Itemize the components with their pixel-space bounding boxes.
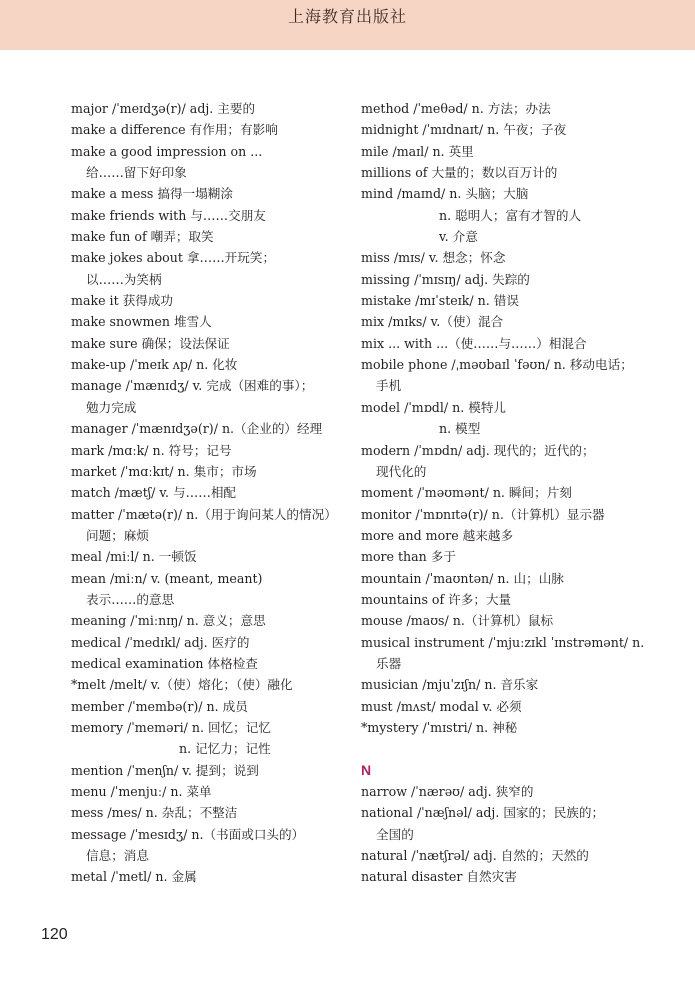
glossary-entry: missing /ˈmɪsɪŋ/ adj. 失踪的: [361, 271, 530, 287]
glossary-entry: method /ˈmeθəd/ n. 方法；办法: [361, 101, 551, 116]
glossary-entry: n. 模型: [439, 421, 481, 437]
glossary-entry: make-up /ˈmeɪk ʌp/ n. 化妆: [71, 357, 238, 373]
publisher-title: 上海教育出版社: [287, 7, 407, 26]
glossary-entry: mile /maɪl/ n. 英里: [361, 143, 474, 159]
glossary-entry: mix /mɪks/ v.（使）混合: [361, 314, 504, 330]
glossary-entry: make a good impression on ...: [71, 143, 263, 159]
glossary-entry: model /ˈmɒdl/ n. 模特儿: [361, 399, 507, 415]
glossary-entry: 问题；麻烦: [86, 527, 149, 543]
glossary-entry: 以……为笑柄: [86, 271, 162, 287]
glossary-entry: member /ˈmembə(r)/ n. 成员: [71, 698, 248, 714]
glossary-entry: n. 聪明人；富有才智的人: [439, 207, 582, 223]
glossary-entry: must /mʌst/ modal v. 必须: [361, 698, 522, 714]
glossary-entry: mix ... with ...（使……与……）相混合: [361, 335, 587, 351]
glossary-entry: menu /ˈmenjuː/ n. 菜单: [71, 784, 212, 799]
glossary-entry: match /mætʃ/ v. 与……相配: [71, 485, 237, 501]
glossary-entry: manager /ˈmænɪdʒə(r)/ n.（企业的）经理: [71, 421, 323, 437]
glossary-entry: musician /mjuˈzɪʃn/ n. 音乐家: [361, 677, 539, 693]
glossary-entry: make sure 确保；设法保证: [71, 335, 230, 351]
glossary-entry: modern /ˈmɒdn/ adj. 现代的；近代的；: [361, 442, 595, 458]
glossary-left-column: [71, 98, 356, 888]
glossary-entry: midnight /ˈmɪdnaɪt/ n. 午夜；子夜: [361, 122, 567, 138]
glossary-entry: *melt /melt/ v.（使）熔化；（使）融化: [71, 677, 293, 693]
glossary-entry: 勉力完成: [86, 399, 137, 415]
glossary-entry: more than 多于: [361, 549, 456, 565]
glossary-entry: medical examination 体格检查: [71, 655, 258, 671]
glossary-entry: major /ˈmeɪdʒə(r)/ adj. 主要的: [71, 101, 256, 116]
entry-gap: [361, 738, 671, 759]
glossary-entry: memory /ˈmeməri/ n. 回忆；记忆: [71, 719, 271, 735]
glossary-right-column: [361, 98, 671, 888]
glossary-entry: n. 记忆力；记性: [179, 741, 271, 757]
glossary-entry: more and more 越来越多: [361, 527, 514, 543]
glossary-entry: moment /ˈməʊmənt/ n. 瞬间；片刻: [361, 485, 572, 501]
glossary-entry: market /ˈmɑːkɪt/ n. 集市；市场: [71, 463, 257, 479]
section-letter-text: N: [361, 761, 372, 778]
glossary-entry: monitor /ˈmɒnɪtə(r)/ n.（计算机）显示器: [361, 506, 605, 522]
glossary-entry: make fun of 嘲弄；取笑: [71, 229, 214, 245]
glossary-entry: 给……留下好印象: [86, 165, 187, 181]
page-number: 120: [41, 926, 68, 943]
glossary-entry: make a mess 搞得一塌糊涂: [71, 186, 233, 202]
glossary-entry: mind /maɪnd/ n. 头脑；大脑: [361, 186, 529, 202]
glossary-entry: make jokes about 拿……开玩笑；: [71, 250, 276, 266]
glossary-entry: natural disaster 自然灾害: [361, 869, 517, 885]
glossary-entry: meal /miːl/ n. 一顿饭: [71, 549, 197, 565]
glossary-entry: 表示……的意思: [86, 591, 175, 607]
glossary-entry: miss /mɪs/ v. 想念；怀念: [361, 250, 506, 266]
glossary-entry: 现代化的: [376, 463, 427, 479]
glossary-entry: mention /ˈmenʃn/ v. 提到；说到: [71, 762, 259, 778]
glossary-entry: national /ˈnæʃnəl/ adj. 国家的；民族的；: [361, 805, 605, 821]
glossary-entry: 信息；消息: [86, 848, 149, 864]
glossary-entry: make it 获得成功: [71, 293, 174, 309]
glossary-entry: mouse /maʊs/ n.（计算机）鼠标: [361, 613, 554, 629]
glossary-entry: mountain /ˈmaʊntən/ n. 山；山脉: [361, 570, 564, 586]
glossary-entry: make a difference 有作用；有影响: [71, 122, 278, 138]
glossary-entry: message /ˈmesɪdʒ/ n.（书面或口头的）: [71, 826, 305, 842]
glossary-entry: make snowmen 堆雪人: [71, 314, 212, 330]
glossary-entry: manage /ˈmænɪdʒ/ v. 完成（困难的事）；: [71, 378, 314, 394]
section-letter: [361, 760, 671, 781]
glossary-entry: metal /ˈmetl/ n. 金属: [71, 869, 197, 885]
glossary-entry: v. 介意: [439, 229, 478, 245]
glossary-entry: 全国的: [376, 826, 414, 842]
glossary-entry: mountains of 许多；大量: [361, 591, 512, 607]
glossary-entry: *mystery /ˈmɪstri/ n. 神秘: [361, 719, 518, 735]
glossary-entry: narrow /ˈnærəʊ/ adj. 狭窄的: [361, 784, 534, 799]
glossary-entry: mobile phone /ˌməʊbaɪl ˈfəʊn/ n. 移动电话；: [361, 357, 633, 373]
glossary-entry: mark /mɑːk/ n. 符号；记号: [71, 442, 232, 458]
glossary-entry: matter /ˈmætə(r)/ n.（用于询问某人的情况）: [71, 506, 337, 522]
glossary-entry: natural /ˈnætʃrəl/ adj. 自然的；天然的: [361, 848, 589, 864]
glossary-entry: musical instrument /ˈmjuːzɪkl ˈɪnstrəmənt/ n.: [361, 634, 645, 650]
glossary-entry: 手机: [376, 378, 402, 394]
glossary-entry: mistake /mɪˈsteɪk/ n. 错误: [361, 293, 519, 309]
glossary-entry: mess /mes/ n. 杂乱；不整洁: [71, 805, 238, 821]
glossary-entry: make friends with 与……交朋友: [71, 207, 266, 223]
glossary-entry: mean /miːn/ v. (meant, meant): [71, 570, 263, 586]
glossary-entry: meaning /ˈmiːnɪŋ/ n. 意义；意思: [71, 613, 266, 629]
glossary-entry: 乐器: [376, 655, 402, 671]
glossary-entry: millions of 大量的；数以百万计的: [361, 165, 558, 181]
glossary-entry: medical /ˈmedɪkl/ adj. 医疗的: [71, 634, 250, 650]
